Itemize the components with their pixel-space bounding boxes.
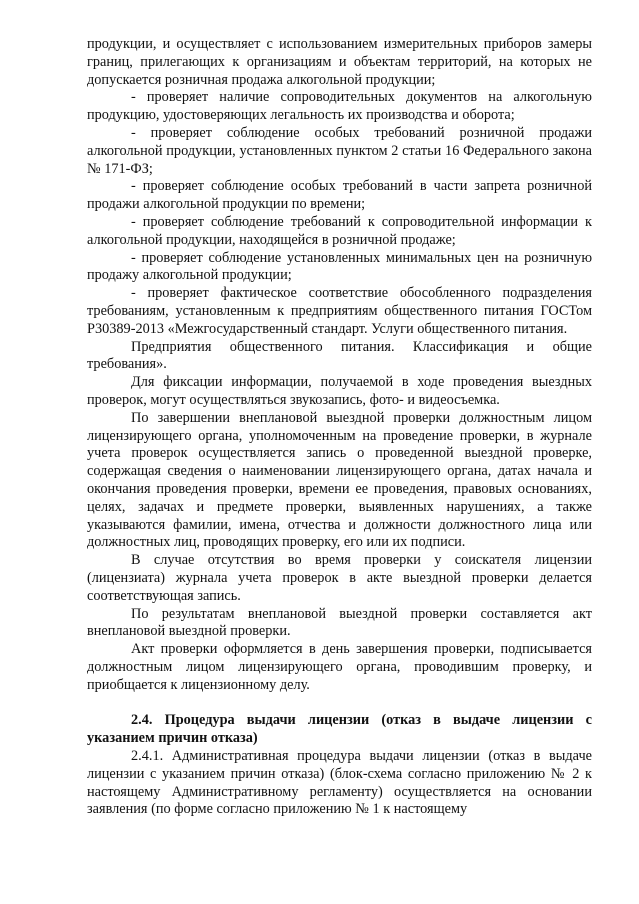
paragraph-no-journal: В случае отсутствия во время проверки у соискателя лицензии (лицензиата) журнала учета проверок в акте выездной проверки делается соответствующая запись.: [87, 552, 592, 604]
paragraph-procedure: 2.4.1. Административная процедура выдачи лицензии (отказ в выдаче лицензии с указанием причин отказа) (блок-схема согласно приложению № 2 к настоящему Административному регламенту) осуществляется на основании заявления (по форме согласно приложению № 1 к настоящему: [87, 748, 592, 818]
list-item-gost-compliance: - проверяет фактическое соответствие обособленного подразделения требованиям, установленным к предприятиям общественного питания ГОСТом Р30389-2013 «Межгосударственный стандарт. Услуги общественного питания.: [87, 285, 592, 337]
paragraph-recording: Для фиксации информации, получаемой в ходе проведения выездных проверок, могут осуществляться звукозапись, фото- и видеосъемка.: [87, 374, 592, 408]
paragraph-inspection-act: По результатам внеплановой выездной проверки составляется акт внеплановой выездной проверки.: [87, 605, 592, 640]
paragraph-gost-title: Предприятия общественного питания. Классификация и общие требования».: [87, 338, 592, 373]
list-item-accompanying-info: - проверяет соблюдение требований к сопроводительной информации к алкогольной продукции, находящейся в розничной продаже;: [87, 213, 592, 248]
list-item-minimum-prices: - проверяет соблюдение установленных минимальных цен на розничную продажу алкогольной продукции;: [87, 249, 592, 284]
list-item-documents-check: - проверяет наличие сопроводительных документов на алкогольную продукцию, удостоверяющих легальность их производства и оборота;: [87, 89, 592, 124]
document-page: [87, 36, 592, 819]
section-spacer: [87, 694, 592, 712]
paragraph-continuation: продукции, и осуществляет с использованием измерительных приборов замеры границ, прилегающих к организациям и объектам территорий, на которых не допускается розничная продажа алкогольной продукции;: [87, 36, 592, 88]
paragraph-act-processing: Акт проверки оформляется в день завершения проверки, подписывается должностным лицом лицензирующего органа, проводившим проверку, и приобщается к лицензионному делу.: [87, 641, 592, 693]
paragraph-journal-entry: По завершении внеплановой выездной проверки должностным лицом лицензирующего органа, уполномоченным на проведение проверки, в журнале учета проверок осуществляется запись о проведенной выездной проверке, содержащая сведения о наименовании лицензирующего органа, датах начала и окончания проведения проверки, времени ее проведения, правовых основаниях, целях, задачах и предмете проверки, выявленных нарушениях, а также указываются фамилии, имена, отчества и должности должностного лица или должностных лиц, проводящих проверку, его или их подписи.: [87, 409, 592, 551]
section-heading: 2.4. Процедура выдачи лицензии (отказ в выдаче лицензии с указанием причин отказа): [87, 712, 592, 747]
list-item-special-requirements: - проверяет соблюдение особых требований розничной продажи алкогольной продукции, установленных пунктом 2 статьи 16 Федерального закона № 171-ФЗ;: [87, 124, 592, 177]
list-item-time-ban: - проверяет соблюдение особых требований в части запрета розничной продажи алкогольной продукции по времени;: [87, 178, 592, 213]
